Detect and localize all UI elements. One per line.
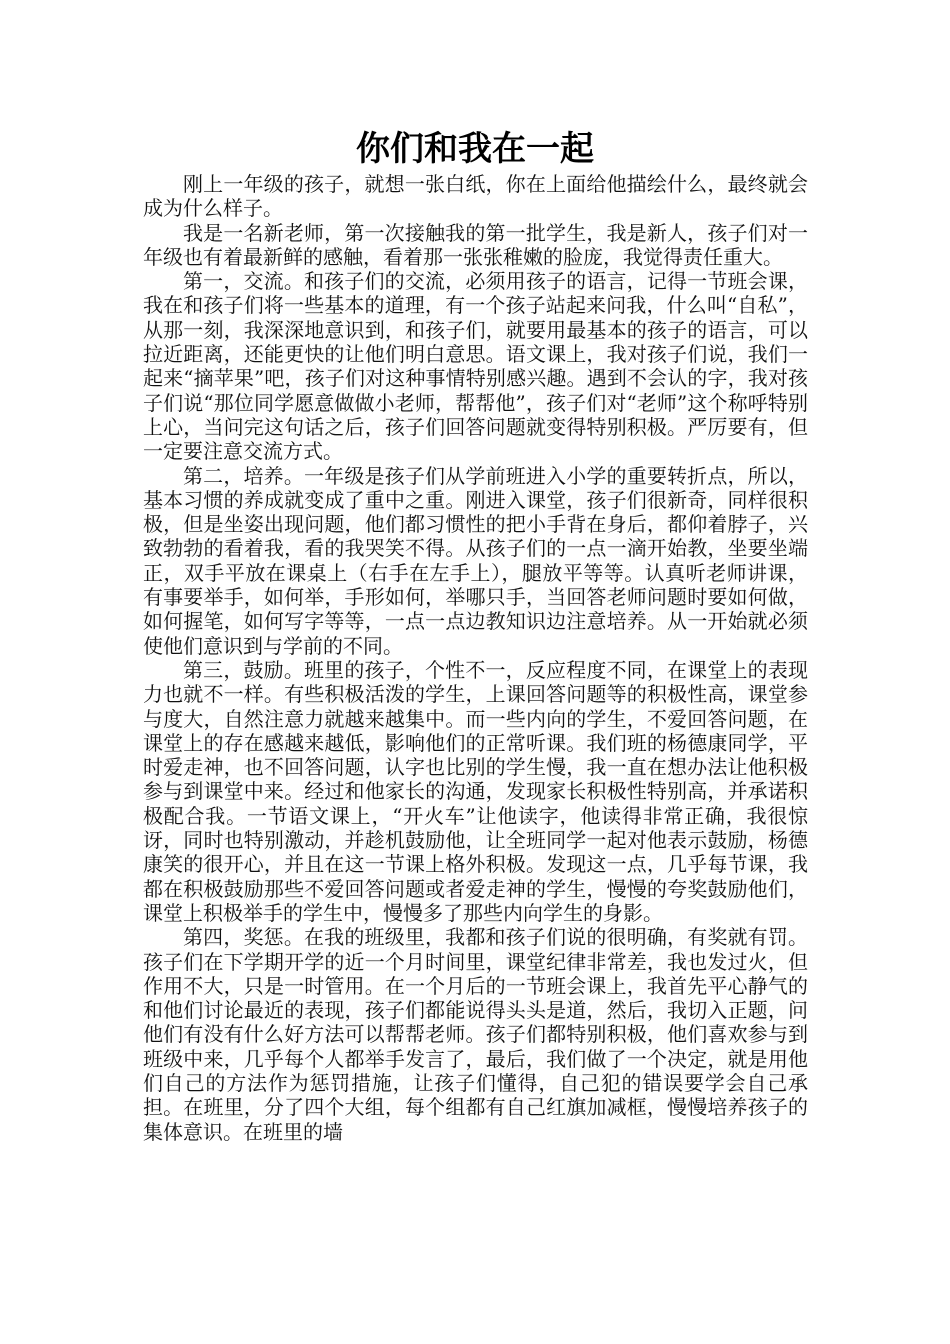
paragraph-rewards-punishments: 第四，奖惩。在我的班级里，我都和孩子们说的很明确，有奖就有罚。孩子们在下学期开学的近一个月时间里，课堂纪律非常差，我也发过火，但作用不大，只是一时管用。在一个月后的一节班会课上，我首先平心静气的和他们讨论最近的表现，孩子们都能说得头头是道，然后，我切入正题，问他们有没有什么好方法可以帮帮老师。孩子们都特别积极，他们喜欢参与到班级中来，几乎每个人都举手发言了，最后，我们做了一个决定，就是用他们自己的方法作为惩罚措施，让孩子们懂得，自己犯的错误要学会自己承担。在班里，分了四个大组，每个组都有自己红旗加减框，慢慢培养孩子的集体意识。在班里的墙	[143, 925, 808, 1144]
paragraph-new-teacher: 我是一名新老师，第一次接触我的第一批学生，我是新人，孩子们对一年级也有着最新鲜的感触，看着那一张张稚嫩的脸庞，我觉得责任重大。	[143, 220, 808, 269]
document-title: 你们和我在一起	[356, 129, 594, 169]
paragraph-communication: 第一，交流。和孩子们的交流，必须用孩子的语言，记得一节班会课，我在和孩子们将一些基本的道理，有一个孩子站起来问我，什么叫“自私”，从那一刻，我深深地意识到，和孩子们，就要用最基本的孩子的语言，可以拉近距离，还能更快的让他们明白意思。语文课上，我对孩子们说，我们一起来“摘苹果”吧，孩子们对这种事情特别感兴趣。遇到不会认的字，我对孩子们说“那位同学愿意做做小老师，帮帮他”，孩子们对“老师”这个称呼特别上心，当问完这句话之后，孩子们回答问题就变得特别积极。严厉要有，但一定要注意交流方式。	[143, 269, 808, 464]
document-body	[143, 172, 808, 1144]
paragraph-cultivation: 第二，培养。一年级是孩子们从学前班进入小学的重要转折点，所以，基本习惯的养成就变成了重中之重。刚进入课堂，孩子们很新奇，同样很积极，但是坐姿出现问题，他们都习惯性的把小手背在身后，都仰着脖子，兴致勃勃的看着我，看的我哭笑不得。从孩子们的一点一滴开始教，坐要坐端正，双手平放在课桌上（右手在左手上），腿放平等等。认真听老师讲课，有事要举手，如何举，手形如何，举哪只手，当回答老师问题时要如何做，如何握笔，如何写字等等，一点一点边教知识边注意培养。从一开始就必须使他们意识到与学前的不同。	[143, 463, 808, 658]
paragraph-encouragement: 第三，鼓励。班里的孩子，个性不一，反应程度不同，在课堂上的表现力也就不一样。有些积极活泼的学生，上课回答问题等的积极性高，课堂参与度大，自然注意力就越来越集中。而一些内向的学生，不爱回答问题，在课堂上的存在感越来越低，影响他们的正常听课。我们班的杨德康同学，平时爱走神，也不回答问题，认字也比别的学生慢，我一直在想办法让他积极参与到课堂中来。经过和他家长的沟通，发现家长积极性特别高，并承诺积极配合我。一节语文课上，“开火车”让他读字，他读得非常正确，我很惊讶，同时也特别激动，并趁机鼓励他，让全班同学一起对他表示鼓励，杨德康笑的很开心，并且在这一节课上格外积极。发现这一点，几乎每节课，我都在积极鼓励那些不爱回答问题或者爱走神的学生，慢慢的夸奖鼓励他们，课堂上积极举手的学生中，慢慢多了那些内向学生的身影。	[143, 657, 808, 925]
paragraph-intro: 刚上一年级的孩子，就想一张白纸，你在上面给他描绘什么，最终就会成为什么样子。	[143, 172, 808, 221]
